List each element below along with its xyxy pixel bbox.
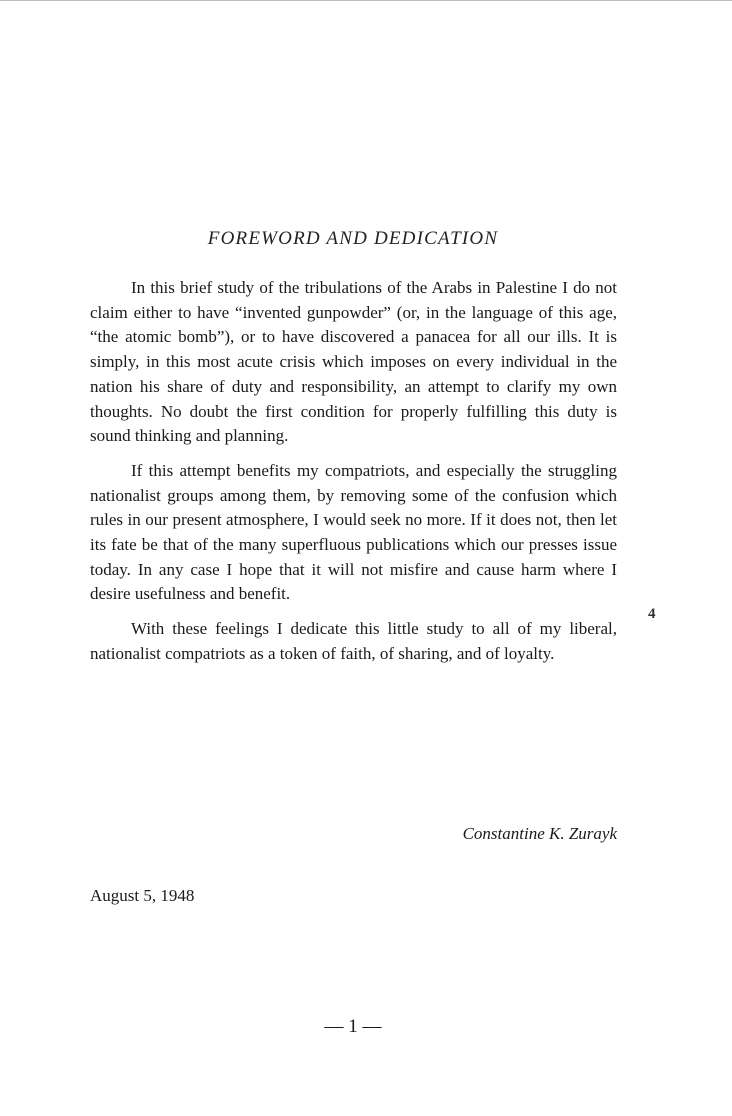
margin-mark: 4 <box>648 606 656 622</box>
top-rule <box>0 0 732 1</box>
author-signature: Constantine K. Zurayk <box>462 824 617 843</box>
page-title: FOREWORD AND DEDICATION <box>207 228 499 249</box>
page-number: — 1 — <box>324 1016 382 1037</box>
paragraph-3: With these feelings I dedicate this little study to all of my liberal, nationalist compatriots as a token of faith, of sharing, and of loyalty. <box>90 619 617 663</box>
foreword-body <box>90 276 617 667</box>
date-line: August 5, 1948 <box>90 886 195 905</box>
paragraph-2: If this attempt benefits my compatriots, and especially the struggling nationalist groups among them, by removing some of the confusion which rules in our present atmosphere, I would seek no more. If it does not, then let its fate be that of the many superfluous publications which our presses issue today. In any case I hope that it will not misfire and cause harm where I desire usefulness and benefit. <box>90 460 617 604</box>
paragraph-1: In this brief study of the tribulations of the Arabs in Palestine I do not claim either to have “invented gunpowder” (or, in the language of this age, “the atomic bomb”), or to have discovered a panacea for all our ills. It is simply, in this most acute crisis which imposes on every individual in the nation his share of duty and responsibility, an attempt to clarify my own thoughts. No doubt the first condition for properly fulfilling this duty is sound thinking and planning. <box>90 278 617 446</box>
